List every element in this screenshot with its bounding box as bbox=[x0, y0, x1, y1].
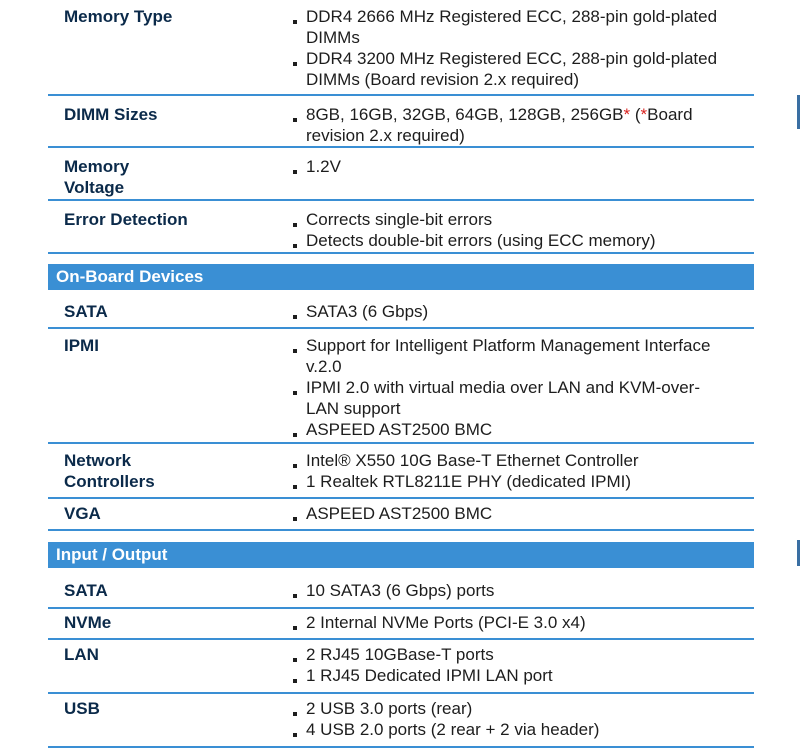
adjacent-page-edge bbox=[796, 0, 800, 745]
row-label: NVMe bbox=[64, 613, 112, 632]
list-item: Corrects single-bit errors bbox=[292, 209, 732, 230]
spec-row-error-detection bbox=[48, 201, 754, 254]
row-label: IPMI bbox=[64, 336, 99, 355]
list-item: 1 Realtek RTL8211E PHY (dedicated IPMI) bbox=[292, 471, 732, 492]
row-label: USB bbox=[64, 699, 100, 718]
list-item: Intel® X550 10G Base-T Ethernet Controller bbox=[292, 450, 732, 471]
row-label: LAN bbox=[64, 645, 99, 664]
row-values bbox=[292, 612, 732, 633]
row-values bbox=[292, 450, 732, 492]
section-header-onboard-devices: On-Board Devices bbox=[48, 264, 754, 290]
list-item: 2 USB 3.0 ports (rear) bbox=[292, 698, 732, 719]
row-values bbox=[292, 503, 732, 524]
spec-row-nvme bbox=[48, 609, 754, 640]
section-header-input-output: Input / Output bbox=[48, 542, 754, 568]
dimm-sizes-text: 8GB, 16GB, 32GB, 64GB, 128GB, 256GB bbox=[306, 105, 624, 124]
row-label: Memory Type bbox=[64, 7, 173, 26]
spec-row-usb bbox=[48, 694, 754, 748]
row-values bbox=[292, 156, 732, 177]
spec-table bbox=[48, 0, 754, 748]
row-values bbox=[292, 335, 732, 440]
row-values bbox=[292, 698, 732, 740]
list-item bbox=[292, 104, 732, 146]
list-item: DDR4 2666 MHz Registered ECC, 288-pin gold-plated DIMMs bbox=[292, 6, 732, 48]
list-item: 1.2V bbox=[292, 156, 732, 177]
spec-row-network-controllers bbox=[48, 444, 754, 499]
list-item: ASPEED AST2500 BMC bbox=[292, 503, 732, 524]
list-item: 4 USB 2.0 ports (2 rear + 2 via header) bbox=[292, 719, 732, 740]
spec-row-memory-type bbox=[48, 0, 754, 96]
row-values bbox=[292, 104, 732, 146]
asterisk-note: * bbox=[623, 105, 631, 124]
list-item: 2 Internal NVMe Ports (PCI-E 3.0 x4) bbox=[292, 612, 732, 633]
spec-row-sata bbox=[48, 298, 754, 329]
row-label: Error Detection bbox=[64, 210, 188, 229]
row-label: VGA bbox=[64, 504, 101, 523]
list-item: 10 SATA3 (6 Gbps) ports bbox=[292, 580, 732, 601]
spec-row-memory-voltage bbox=[48, 148, 754, 201]
row-label: Network Controllers bbox=[64, 451, 155, 491]
note-text: Board revision 2.x required) bbox=[306, 105, 693, 145]
row-label: DIMM Sizes bbox=[64, 105, 158, 124]
list-item: Support for Intelligent Platform Management Interface v.2.0 bbox=[292, 335, 732, 377]
row-values bbox=[292, 644, 732, 686]
asterisk-note-2: * bbox=[640, 105, 648, 124]
list-item: IPMI 2.0 with virtual media over LAN and KVM-over-LAN support bbox=[292, 377, 732, 419]
note-open: ( bbox=[630, 105, 641, 124]
spec-row-io-sata bbox=[48, 578, 754, 609]
row-label: SATA bbox=[64, 581, 108, 600]
list-item: SATA3 (6 Gbps) bbox=[292, 301, 732, 322]
spec-row-ipmi bbox=[48, 329, 754, 444]
list-item: Detects double-bit errors (using ECC memory) bbox=[292, 230, 732, 251]
row-values bbox=[292, 209, 732, 251]
spec-row-dimm-sizes bbox=[48, 96, 754, 148]
list-item: DDR4 3200 MHz Registered ECC, 288-pin gold-plated DIMMs (Board revision 2.x required) bbox=[292, 48, 732, 90]
list-item: 2 RJ45 10GBase-T ports bbox=[292, 644, 732, 665]
row-label: SATA bbox=[64, 302, 108, 321]
row-values bbox=[292, 6, 732, 90]
row-values bbox=[292, 580, 732, 601]
spec-row-vga bbox=[48, 499, 754, 531]
row-label: Memory Voltage bbox=[64, 157, 130, 197]
row-values bbox=[292, 301, 732, 322]
list-item: 1 RJ45 Dedicated IPMI LAN port bbox=[292, 665, 732, 686]
list-item: ASPEED AST2500 BMC bbox=[292, 419, 732, 440]
spec-row-lan bbox=[48, 640, 754, 694]
